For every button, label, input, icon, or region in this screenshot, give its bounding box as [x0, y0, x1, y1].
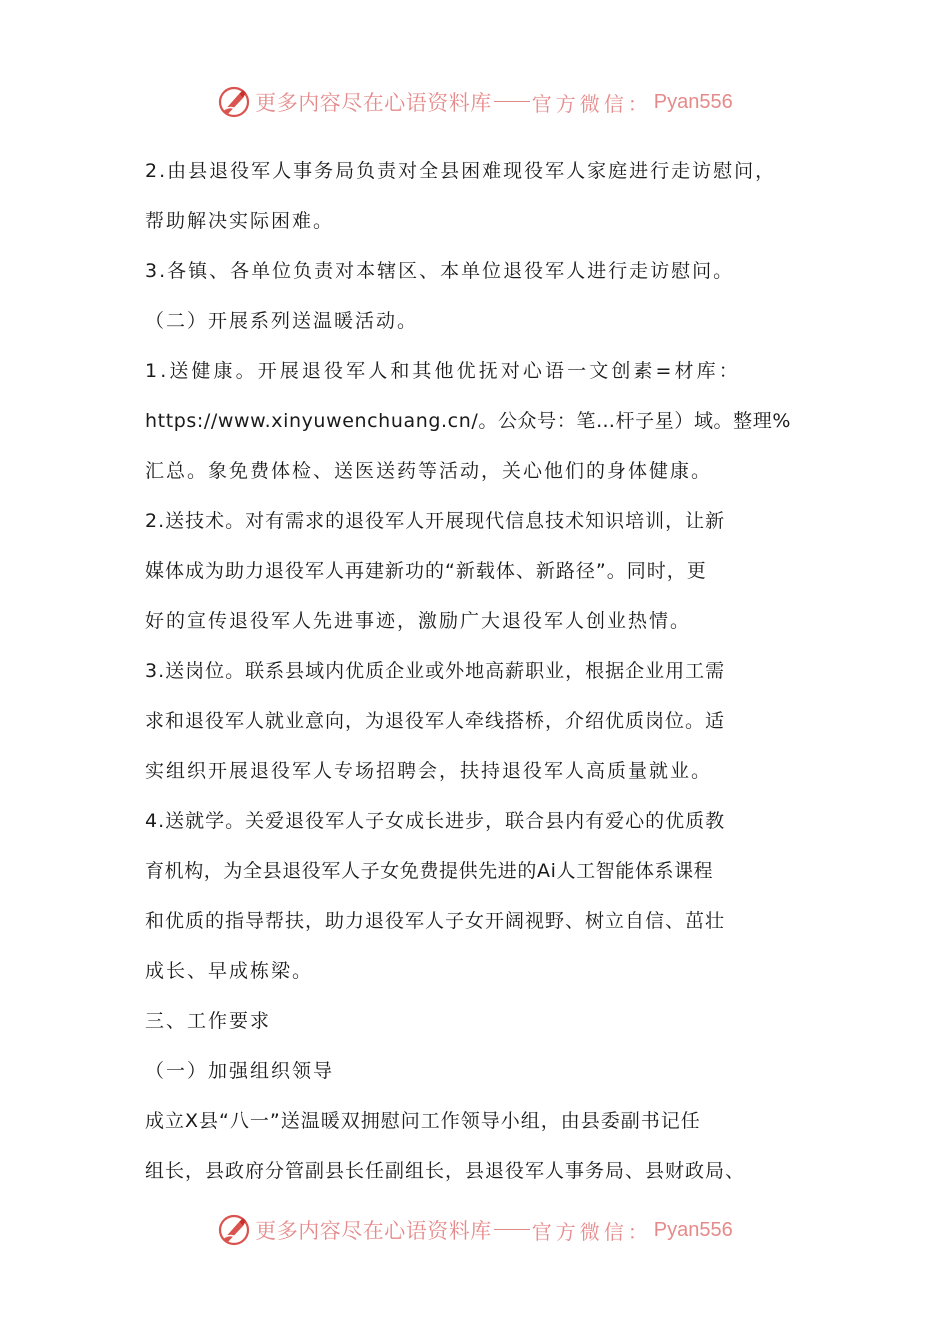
- banner-wechat-label: 官方微信：: [531, 91, 652, 116]
- body-line: 1.送健康。开展退役军人和其他优抚对心语一文创素=材库：: [145, 360, 741, 382]
- banner-slogan: 更多内容尽在心语资料库: [255, 91, 492, 115]
- body-line: 好的宣传退役军人先进事迹，激励广大退役军人创业热情。: [145, 610, 692, 632]
- footer-banner: [0, 1210, 950, 1250]
- section-heading: 三、工作要求: [145, 1010, 272, 1032]
- body-line: 3.各镇、各单位负责对本辖区、本单位退役军人进行走访慰问。: [145, 260, 735, 282]
- body-line: 和优质的指导帮扶，助力退役军人子女开阔视野、树立自信、茁壮: [145, 910, 726, 932]
- body-line: 帮助解决实际困难。: [145, 210, 335, 232]
- body-line: 实组织开展退役军人专场招聘会，扶持退役军人高质量就业。: [145, 760, 713, 782]
- body-line: 求和退役军人就业意向，为退役军人牵线搭桥，介绍优质岗位。适: [145, 710, 726, 732]
- body-line: 育机构，为全县退役军人子女免费提供先进的Ai人工智能体系课程: [145, 860, 714, 882]
- body-line: 汇总。象免费体检、送医送药等活动，关心他们的身体健康。: [145, 460, 713, 482]
- body-line: 2.送技术。对有需求的退役军人开展现代信息技术知识培训，让新: [145, 510, 726, 532]
- subsection-heading: （一）加强组织领导: [145, 1060, 335, 1082]
- banner-wechat-label: 官方微信：: [531, 1219, 652, 1244]
- body-line: 3.送岗位。联系县域内优质企业或外地高薪职业，根据企业用工需: [145, 660, 726, 682]
- body-line: 成长、早成栋梁。: [145, 960, 314, 982]
- pen-logo-icon: [217, 1213, 251, 1247]
- body-line: 媒体成为助力退役军人再建新功的“新载体、新路径”。同时，更: [145, 560, 707, 582]
- header-banner: [0, 82, 950, 122]
- banner-dash: [494, 1229, 530, 1230]
- banner-slogan: 更多内容尽在心语资料库: [255, 1219, 492, 1243]
- body-line: 2.由县退役军人事务局负责对全县困难现役军人家庭进行走访慰问，: [145, 160, 777, 182]
- pen-logo-icon: [217, 85, 251, 119]
- banner-wechat-id: Pyan556: [653, 90, 733, 113]
- banner-wechat-id: Pyan556: [653, 1218, 733, 1241]
- body-line: https://www.xinyuwenchuang.cn/。公众号：笔…杆子星）域。整理%: [145, 410, 792, 432]
- body-line: 组长，县政府分管副县长任副组长，县退役军人事务局、县财政局、: [145, 1160, 746, 1182]
- body-line: 4.送就学。关爱退役军人子女成长进步，联合县内有爱心的优质教: [145, 810, 726, 832]
- banner-dash: [494, 101, 530, 102]
- document-body: [145, 146, 815, 1196]
- body-line: 成立X县“八一”送温暖双拥慰问工作领导小组，由县委副书记任: [145, 1110, 701, 1132]
- body-line: （二）开展系列送温暖活动。: [145, 310, 419, 332]
